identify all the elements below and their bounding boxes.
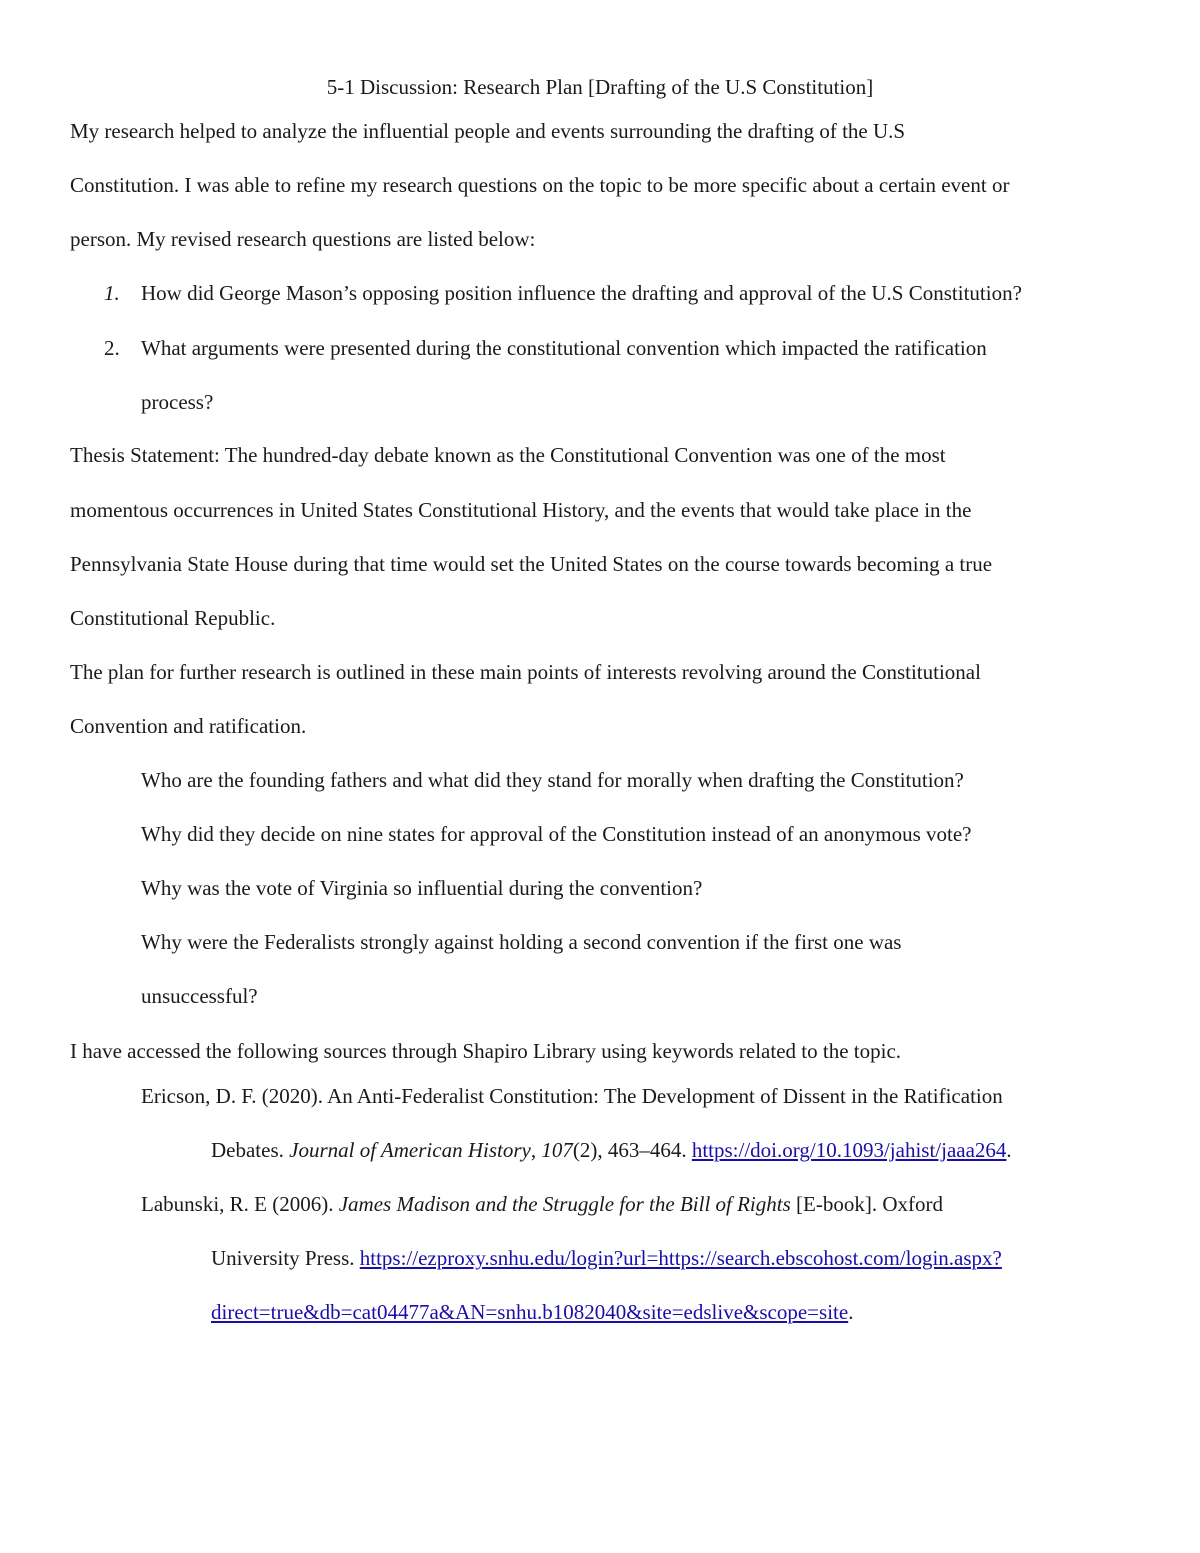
thesis-line-1: Thesis Statement: The hundred-day debate known as the Constitutional Convention was one of the most xyxy=(70,443,946,467)
reference-2-line-1 xyxy=(141,1192,943,1216)
reference-2-end: . xyxy=(848,1300,854,1324)
plan-line-1: The plan for further research is outlined in these main points of interests revolving around the Constitutional xyxy=(70,660,981,684)
reference-1-separator: , xyxy=(530,1138,542,1162)
reference-2-line-3 xyxy=(211,1300,853,1324)
reference-1-doi-link[interactable]: https://doi.org/10.1093/jahist/jaaa264 xyxy=(691,1138,1007,1162)
reference-1-journal: Journal of American History xyxy=(289,1138,531,1162)
document-title: 5-1 Discussion: Research Plan [Drafting of the U.S Constitution] xyxy=(326,75,874,99)
reference-2-line-2 xyxy=(211,1246,1002,1270)
reference-1-prefix: Debates. xyxy=(211,1138,290,1162)
sources-intro: I have accessed the following sources through Shapiro Library using keywords related to the topic. xyxy=(70,1039,902,1063)
research-point-3: Why was the vote of Virginia so influential during the convention? xyxy=(141,876,703,900)
reference-2-url-link-part-1[interactable]: https://ezproxy.snhu.edu/login?url=https://search.ebscohost.com/login.aspx? xyxy=(359,1246,1002,1270)
reference-2-publisher: University Press. xyxy=(211,1246,360,1270)
thesis-line-2: momentous occurrences in United States Constitutional History, and the events that would take place in the xyxy=(70,498,972,522)
thesis-line-4: Constitutional Republic. xyxy=(70,606,276,630)
research-point-2: Why did they decide on nine states for approval of the Constitution instead of an anonymous vote? xyxy=(141,822,972,846)
question-2-text-line-2: process? xyxy=(141,390,214,414)
research-point-1: Who are the founding fathers and what did they stand for morally when drafting the Constitution? xyxy=(141,768,964,792)
reference-2-book-title: James Madison and the Struggle for the Bill of Rights xyxy=(338,1192,791,1216)
plan-line-2: Convention and ratification. xyxy=(70,714,307,738)
research-point-4-line-1: Why were the Federalists strongly against holding a second convention if the first one was xyxy=(141,930,902,954)
reference-2-author-year: Labunski, R. E (2006). xyxy=(141,1192,339,1216)
intro-line-3: person. My revised research questions are listed below: xyxy=(70,227,536,251)
reference-1-end: . xyxy=(1006,1138,1012,1162)
reference-1-line-1: Ericson, D. F. (2020). An Anti-Federalist Constitution: The Development of Dissent in the Ratification xyxy=(141,1084,1003,1108)
intro-line-1: My research helped to analyze the influential people and events surrounding the drafting of the U.S xyxy=(70,119,906,143)
reference-1-line-2 xyxy=(211,1138,1012,1162)
reference-2-format-publisher: [E-book]. Oxford xyxy=(790,1192,943,1216)
question-number-1: 1. xyxy=(104,281,120,305)
question-number-2: 2. xyxy=(104,336,120,360)
reference-1-volume: 107 xyxy=(541,1138,573,1162)
question-2-text-line-1: What arguments were presented during the constitutional convention which impacted the ratification xyxy=(141,336,987,360)
reference-1-issue-pages: (2), 463–464. xyxy=(572,1138,692,1162)
research-point-4-line-2: unsuccessful? xyxy=(141,984,258,1008)
reference-2-url-link-part-2[interactable]: direct=true&db=cat04477a&AN=snhu.b1082040&site=edslive&scope=site xyxy=(211,1300,849,1324)
question-1-text: How did George Mason’s opposing position influence the drafting and approval of the U.S Constitution? xyxy=(141,281,1022,305)
thesis-line-3: Pennsylvania State House during that time would set the United States on the course towards becoming a true xyxy=(70,552,993,576)
intro-line-2: Constitution. I was able to refine my research questions on the topic to be more specific about a certain event or xyxy=(70,173,1010,197)
